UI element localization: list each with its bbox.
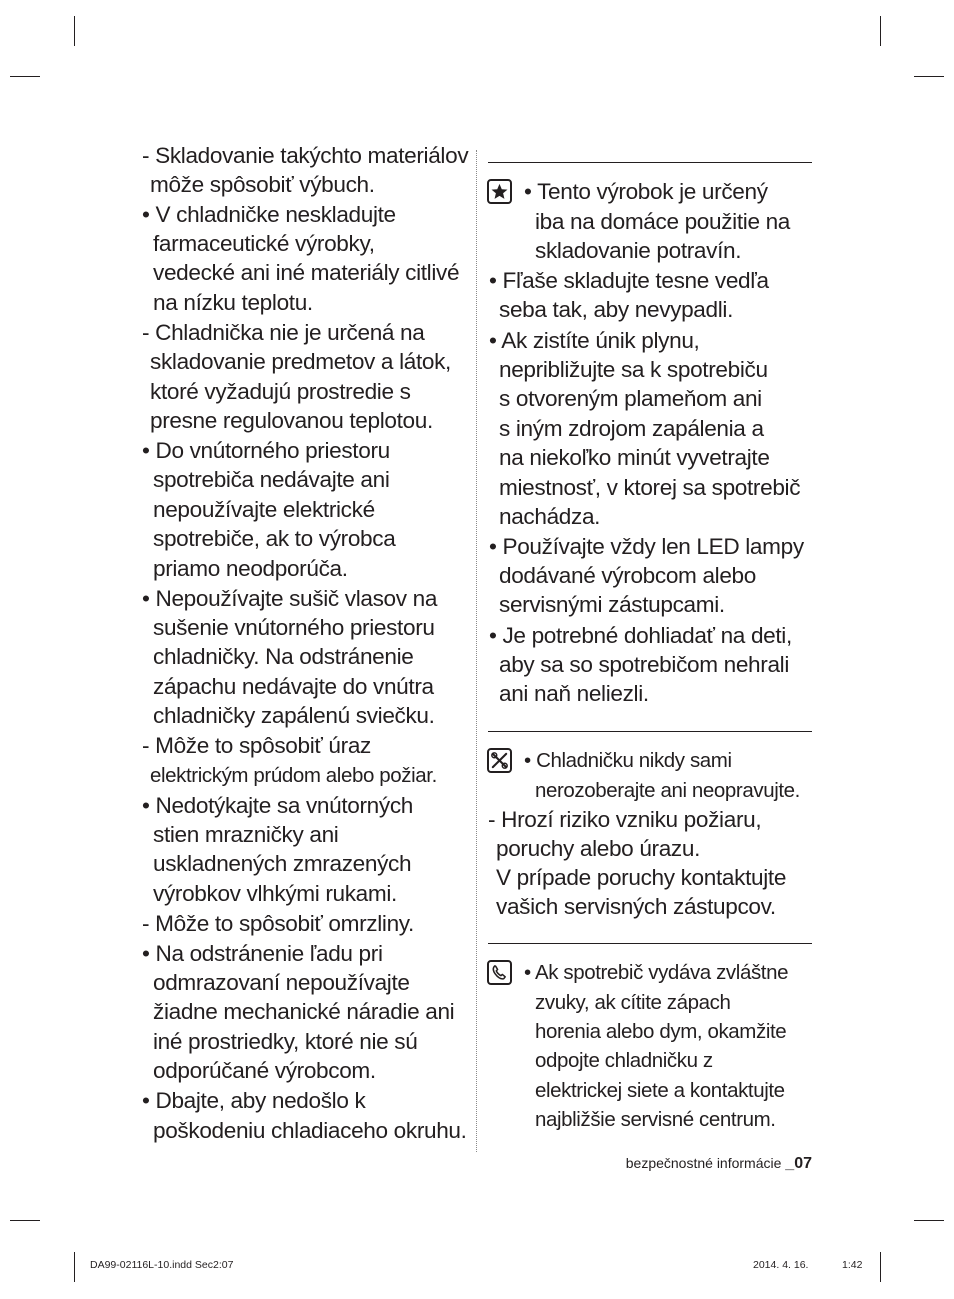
text-line: - Môže to spôsobiť úraz	[142, 733, 371, 758]
text-line: s iným zdrojom zapálenia a	[499, 416, 764, 441]
text-line: nepoužívajte elektrické	[153, 497, 375, 522]
text-line: priamo neodporúča.	[153, 556, 348, 581]
no-tools-icon	[487, 748, 512, 773]
page-footer	[626, 1155, 812, 1173]
crop-mark	[914, 76, 944, 77]
text-line: • Do vnútorného priestoru	[142, 438, 390, 463]
crop-mark	[74, 16, 75, 46]
slug-file: DA99-02116L-10.indd Sec2:07	[90, 1259, 234, 1271]
text-line: • Ak zistíte únik plynu,	[489, 328, 700, 353]
crop-mark	[880, 1252, 881, 1282]
text-line: nepribližujte sa k spotrebiču	[499, 357, 768, 382]
text-line: sušenie vnútorného priestoru	[153, 615, 435, 640]
text-line: miestnosť, v ktorej sa spotrebič	[499, 475, 801, 500]
crop-mark	[914, 1220, 944, 1221]
crop-mark	[10, 76, 40, 77]
text-line: s otvoreným plameňom ani	[499, 386, 762, 411]
text-line: aby sa so spotrebičom nehrali	[499, 652, 790, 677]
text-line: na niekoľko minút vyvetrajte	[499, 445, 770, 470]
text-line: odpojte chladničku z	[535, 1049, 713, 1072]
star-icon	[487, 179, 512, 204]
text-line: žiadne mechanické náradie ani	[153, 999, 455, 1024]
text-line: odporúčané výrobcom.	[153, 1058, 376, 1083]
text-line: • Ak spotrebič vydáva zvláštne	[524, 961, 789, 984]
text-line: • Fľaše skladujte tesne vedľa	[489, 268, 769, 293]
text-line: • Na odstránenie ľadu pri	[142, 941, 383, 966]
phone-icon	[487, 960, 512, 985]
section-rule	[488, 731, 812, 732]
text-line: elektrickým prúdom alebo požiar.	[150, 764, 437, 787]
text-line: ktoré vyžadujú prostredie s	[150, 379, 411, 404]
section-rule	[488, 943, 812, 944]
text-line: • Dbajte, aby nedošlo k	[142, 1088, 366, 1113]
text-line: - Hrozí riziko vzniku požiaru,	[488, 807, 762, 832]
text-line: najbližšie servisné centrum.	[535, 1108, 776, 1131]
text-line: • Používajte vždy len LED lampy	[489, 534, 804, 559]
text-line: zvuky, ak cítite zápach	[535, 991, 731, 1014]
text-line: poruchy alebo úrazu.	[496, 836, 701, 861]
text-line: výrobkov vlhkými rukami.	[153, 881, 397, 906]
slug-date: 2014. 4. 16.	[753, 1259, 809, 1271]
text-line: vedecké ani iné materiály citlivé	[153, 260, 460, 285]
text-line: • Je potrebné dohliadať na deti,	[489, 623, 792, 648]
text-line: skladovanie predmetov a látok,	[150, 349, 451, 374]
text-line: nerozoberajte ani neopravujte.	[535, 779, 800, 802]
crop-mark	[74, 1252, 75, 1282]
text-line: - Skladovanie takýchto materiálov	[142, 143, 469, 168]
text-line: skladovanie potravín.	[535, 238, 742, 263]
text-line: seba tak, aby nevypadli.	[499, 297, 734, 322]
text-line: - Chladnička nie je určená na	[142, 320, 425, 345]
text-line: servisnými zástupcami.	[499, 592, 725, 617]
text-line: elektrickej siete a kontaktujte	[535, 1079, 785, 1102]
text-line: farmaceutické výrobky,	[153, 231, 375, 256]
text-line: stien mrazničky ani	[153, 822, 339, 847]
text-line: iba na domáce použitie na	[535, 209, 791, 234]
page-number: _07	[785, 1155, 812, 1172]
text-line: iné prostriedky, ktoré nie sú	[153, 1029, 418, 1054]
column-divider	[476, 150, 477, 1152]
text-line: vašich servisných zástupcov.	[496, 894, 776, 919]
text-line: chladničky. Na odstránenie	[153, 644, 414, 669]
text-line: horenia alebo dym, okamžite	[535, 1020, 787, 1043]
section-rule	[488, 162, 812, 163]
text-line: na nízku teplotu.	[153, 290, 313, 315]
text-line: spotrebiča nedávajte ani	[153, 467, 390, 492]
text-line: • Tento výrobok je určený	[524, 179, 768, 204]
text-line: • Nedotýkajte sa vnútorných	[142, 793, 413, 818]
slug-time: 1:42	[842, 1259, 863, 1271]
text-line: • Chladničku nikdy sami	[524, 749, 732, 772]
text-line: presne regulovanou teplotou.	[150, 408, 433, 433]
text-line: uskladnených zmrazených	[153, 851, 412, 876]
text-line: zápachu nedávajte do vnútra	[153, 674, 434, 699]
text-line: - Môže to spôsobiť omrzliny.	[142, 911, 414, 936]
text-line: V prípade poruchy kontaktujte	[496, 865, 787, 890]
text-line: odmrazovaní nepoužívajte	[153, 970, 410, 995]
text-line: poškodeniu chladiaceho okruhu.	[153, 1118, 467, 1143]
footer-section-name: bezpečnostné informácie	[625, 1155, 782, 1171]
crop-mark	[880, 16, 881, 46]
text-line: môže spôsobiť výbuch.	[150, 172, 375, 197]
text-line: ani naň neliezli.	[499, 681, 649, 706]
text-line: • V chladničke neskladujte	[142, 202, 396, 227]
crop-mark	[10, 1220, 40, 1221]
text-line: dodávané výrobcom alebo	[499, 563, 756, 588]
text-line: spotrebiče, ak to výrobca	[153, 526, 396, 551]
text-line: • Nepoužívajte sušič vlasov na	[142, 586, 438, 611]
text-line: chladničky zapálenú sviečku.	[153, 703, 435, 728]
text-line: nachádza.	[499, 504, 601, 529]
